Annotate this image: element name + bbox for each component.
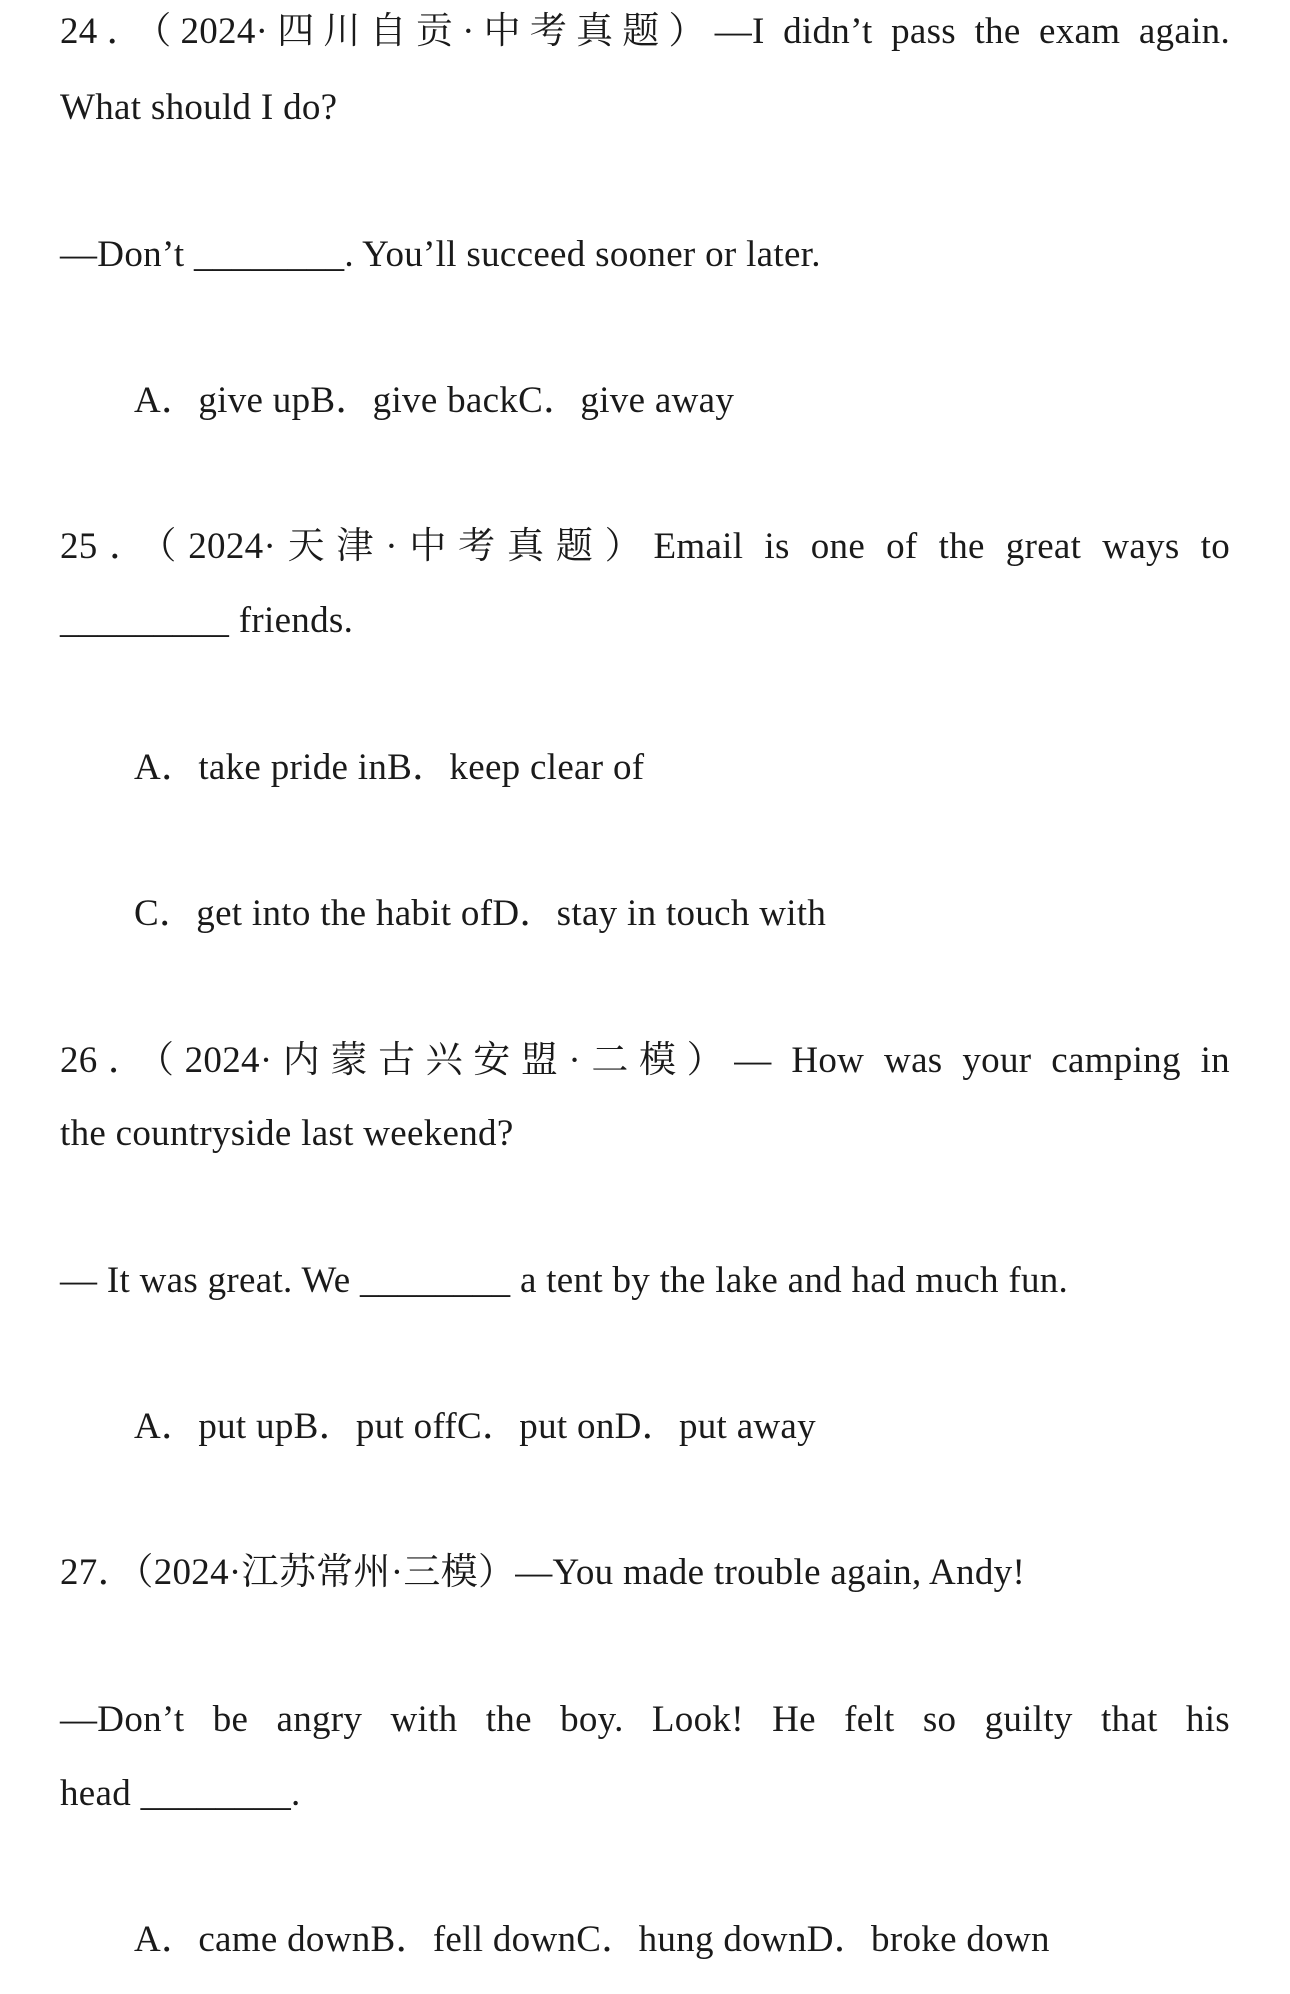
question-24-stem-line-2: What should I do? [60,87,338,128]
question-26-stem-line-2: the countryside last weekend? [60,1113,514,1154]
question-24-reply: —Don’t ________. You’ll succeed sooner or later. [60,234,821,275]
question-27-reply-line-1: —Don’t be angry with the boy. Look! He felt so guilty that his [60,1699,1230,1740]
question-24-options[interactable]: A．give upB．give backC．give away [134,380,735,421]
question-27-stem-line-1: 27．（2024·江苏常州·三模）—You made trouble again, Andy! [60,1552,1026,1593]
question-26-reply: — It was great. We ________ a tent by the lake and had much fun. [60,1260,1069,1301]
question-27-reply-line-2: head ________. [60,1773,301,1814]
question-25-stem-line-2: _________ friends. [60,600,354,641]
question-27-options[interactable]: A．came downB．fell downC．hung downD．broke down [134,1919,1050,1960]
question-26-stem-line-1: 26．（2024·内蒙古兴安盟·二模）— How was your camping in [60,1040,1230,1081]
question-25-options-row-2[interactable]: C．get into the habit ofD．stay in touch with [134,893,827,934]
question-26-options[interactable]: A．put upB．put offC．put onD．put away [134,1406,816,1447]
question-25-stem-line-1: 25．（2024·天津·中考真题）Email is one of the great ways to [60,526,1230,567]
question-24-stem-line-1: 24．（2024·四川自贡·中考真题）—I didn’t pass the exam again. [60,11,1230,52]
question-25-options-row-1[interactable]: A．take pride inB．keep clear of [134,747,645,788]
